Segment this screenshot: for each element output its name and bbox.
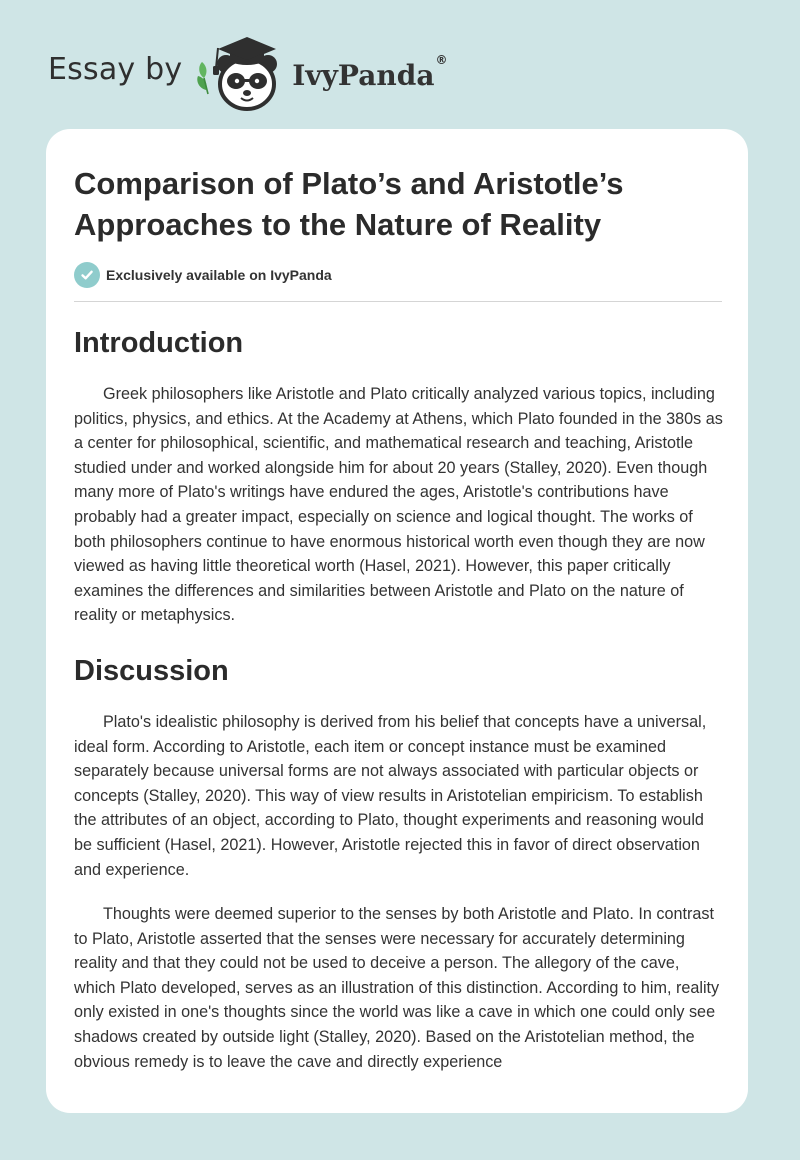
checkmark-icon (80, 268, 94, 282)
panda-logo-icon (196, 34, 288, 114)
brand-name-text: IvyPanda (292, 58, 435, 92)
paragraph: Greek philosophers like Aristotle and Plato critically analyzed various topics, including politics, physics, and ethics. At the Academy at Athens, which Plato founded in the 380s as a center for philosophical, scientific, and mathematical research and teaching, Aristotle studied under and worked alongside him for about 20 years (Stalley, 2020). Even though many more of Plato's writings have endured the ages, Aristotle's contributions have probably had a greater impact, especially on science and logical thought. The works of both philosophers continue to have enormous historical worth even though they are now viewed as having little theoretical worth (Hasel, 2021). However, this paper critically examines the differences and similarities between Aristotle and Plato on the nature of reality or metaphysics. (74, 385, 723, 625)
brand-header (48, 34, 447, 114)
essay-content (74, 129, 724, 1074)
divider (74, 301, 722, 302)
paragraph: Plato's idealistic philosophy is derived from his belief that concepts have a universal, ideal form. According to Aristotle, each item or concept instance must be examined separately because universal forms are not always associated with particular objects or concepts (Stalley, 2020). This way of view results in Aristotelian empiricism. To establish the attributes of an object, according to Plato, thought experiments and reasoning would be sufficient (Hasel, 2021). However, Aristotle rejected this in favor of direct observation and experience. (74, 712, 707, 879)
essay-title: Comparison of Plato’s and Aristotle’s Approaches to the Nature of Reality (74, 166, 624, 242)
brand-name (292, 52, 448, 92)
exclusive-label: Exclusively available on IvyPanda (106, 267, 332, 283)
paragraph: Thoughts were deemed superior to the senses by both Aristotle and Plato. In contrast to Plato, Aristotle asserted that the senses were necessary for accurately determining reality and that they could not be used to deceive a person. The allegory of the cave, which Plato developed, serves as an illustration of this distinction. According to him, reality only existed in one's thoughts since the world was like a cave in which one could only see shadows created by outside light (Stalley, 2020). Based on the Aristotelian method, the obvious remedy is to leave the cave and directly experience (74, 905, 720, 1071)
brand-prefix: Essay by (48, 51, 183, 87)
exclusive-badge (74, 261, 724, 289)
check-circle-icon (74, 262, 100, 288)
section-heading-discussion: Discussion (74, 654, 229, 687)
essay-card (46, 129, 748, 1113)
section-heading-introduction: Introduction (74, 327, 244, 359)
registered-mark: ® (435, 52, 448, 67)
